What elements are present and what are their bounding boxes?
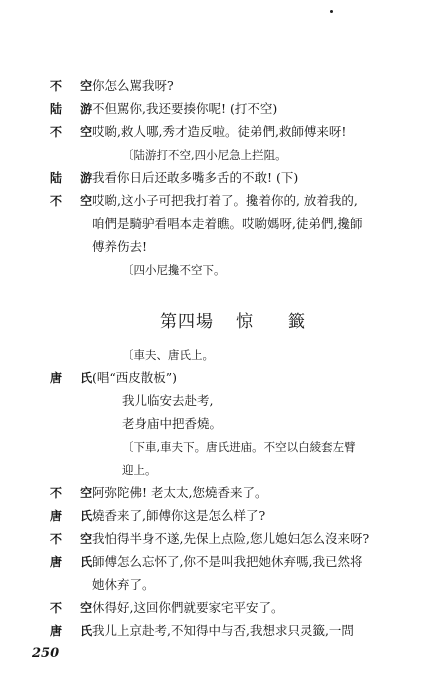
dialogue-text: (唱“西皮散板”) (92, 370, 178, 385)
speaker-label: 不 空 (50, 194, 100, 208)
dialogue-text: 傅养伤去! (92, 239, 148, 254)
stage-text: 〔車夫、唐氏上。 (122, 348, 214, 362)
dialogue-line (0, 551, 445, 573)
dialogue-line (0, 367, 445, 389)
speaker-label: 不 空 (50, 125, 100, 139)
dialogue-line (0, 190, 445, 212)
dialogue-continuation (0, 236, 445, 258)
ink-dot (330, 10, 333, 13)
dialogue-text: 不但駡你,我还要揍你呢! (打不空) (92, 101, 278, 116)
speaker-label: 唐 氏 (50, 624, 100, 638)
speaker-label: 陆 游 (50, 102, 100, 116)
dialogue-text: 哎喲,救人哪,秀才造反啦。徒弟們,救師傅来呀! (92, 124, 347, 139)
speaker-label: 唐 氏 (50, 371, 100, 385)
speaker-label: 唐 氏 (50, 555, 100, 569)
verse-text: 我儿临安去赴考, (122, 393, 214, 408)
dialogue-line (0, 597, 445, 619)
dialogue-text: 燒香来了,師傅你这是怎么样了? (92, 508, 266, 523)
dialogue-text: 咱們是騎驴看唱本走着瞧。哎喲媽呀,徒弟們,攙師 (92, 216, 363, 231)
dialogue-line (0, 528, 445, 550)
speaker-label: 不 空 (50, 601, 100, 615)
speaker-label: 不 空 (50, 79, 100, 93)
dialogue-text: 阿弥陀佛! 老太太,您燒香来了。 (92, 485, 268, 500)
dialogue-line (0, 482, 445, 504)
speaker-label: 不 空 (50, 532, 100, 546)
page-number: 250 (32, 646, 60, 661)
dialogue-line (0, 620, 445, 642)
dialogue-text: 我看你日后还敢多嘴多舌的不敢! (下) (92, 170, 299, 185)
dialogue-line (0, 121, 445, 143)
verse-line (0, 413, 445, 435)
dialogue-text: 哎喲,这小子可把我打着了。攙着你的, 放着我的, (92, 193, 358, 208)
speaker-label: 不 空 (50, 486, 100, 500)
stage-text: 〔陆游打不空,四小尼急上拦阻。 (122, 148, 287, 162)
dialogue-text: 她休弃了。 (92, 577, 155, 592)
scene-title (0, 307, 445, 337)
stage-direction (0, 144, 445, 166)
dialogue-text: 我儿上京赴考,不知得中与否,我想求只灵籤,一問 (92, 623, 354, 638)
dialogue-line (0, 75, 445, 97)
scene-name-char: 惊 (236, 312, 253, 332)
speaker-label: 唐 氏 (50, 509, 100, 523)
stage-direction (0, 436, 445, 458)
scene-number: 第四場 (160, 312, 214, 332)
dialogue-line (0, 98, 445, 120)
dialogue-text: 師傅怎么忘怀了,你不是叫我把她休弃嗎,我已然将 (92, 554, 363, 569)
stage-text: 迎上。 (122, 463, 157, 477)
dialogue-text: 我怕得半身不遂,先保上点险,您儿媳妇怎么沒来呀? (92, 531, 370, 546)
stage-direction (0, 459, 445, 481)
stage-text: 〔四小尼攙不空下。 (122, 263, 226, 277)
verse-text: 老身庙中把香燒。 (122, 416, 223, 431)
speaker-label: 陆 游 (50, 171, 100, 185)
dialogue-text: 休得好,这回你們就要家宅平安了。 (92, 600, 284, 615)
scene-name-char: 籤 (288, 312, 305, 332)
verse-line (0, 390, 445, 412)
dialogue-line (0, 167, 445, 189)
stage-direction (0, 259, 445, 281)
dialogue-continuation (0, 213, 445, 235)
stage-text: 〔下車,車夫下。唐氏进庙。不空以白綾套左臂 (122, 440, 356, 454)
dialogue-continuation (0, 574, 445, 596)
dialogue-text: 你怎么駡我呀? (92, 78, 174, 93)
stage-direction (0, 344, 445, 366)
dialogue-line (0, 505, 445, 527)
